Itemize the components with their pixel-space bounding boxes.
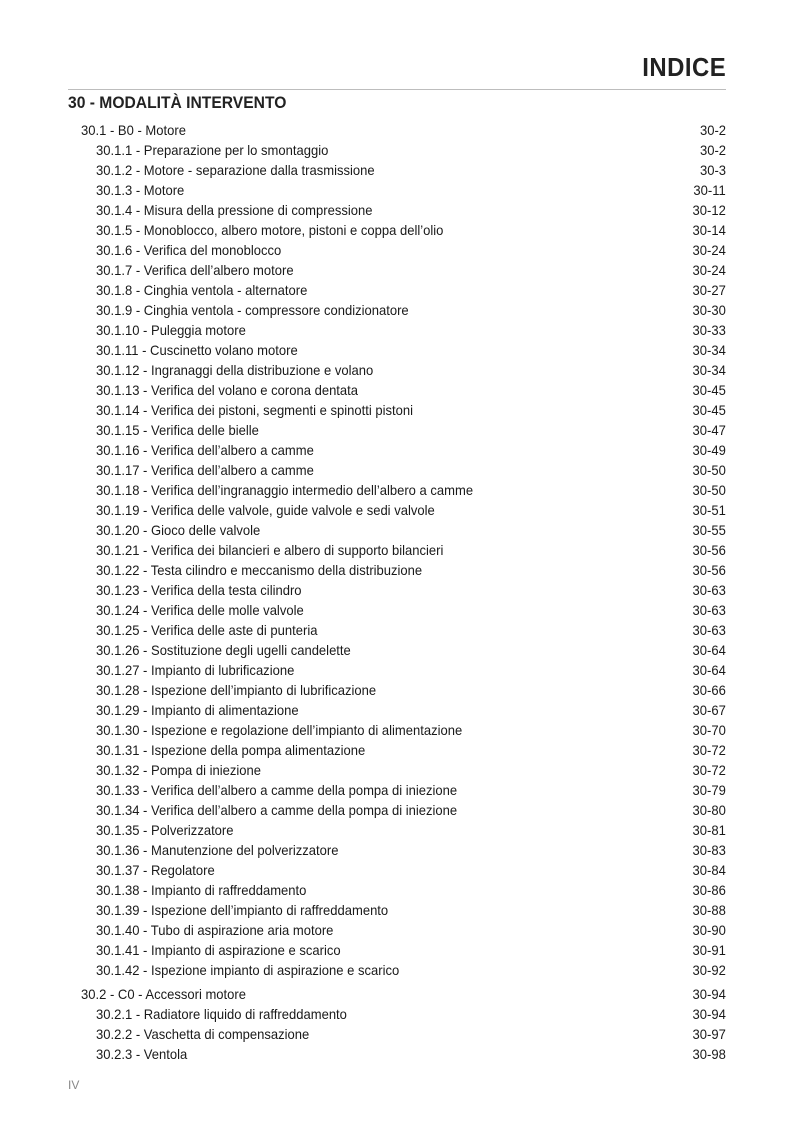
toc-entry-page: 30-98 bbox=[692, 1046, 726, 1062]
toc-section-label: 30.1 - B0 - Motore bbox=[81, 122, 186, 138]
toc-entry-label: 30.1.10 - Puleggia motore bbox=[96, 322, 246, 338]
toc-entry-label: 30.1.34 - Verifica dell’albero a camme della pompa di iniezione bbox=[96, 802, 458, 818]
toc-entry-row[interactable] bbox=[68, 1044, 726, 1064]
toc-entry-label: 30.2.2 - Vaschetta di compensazione bbox=[96, 1026, 310, 1042]
toc-entry-row[interactable] bbox=[68, 880, 726, 900]
toc-entry-row[interactable] bbox=[68, 340, 726, 360]
toc-entry-row[interactable] bbox=[68, 720, 726, 740]
toc-entry-label: 30.1.25 - Verifica delle aste di punteria bbox=[96, 622, 318, 638]
toc-entry-row[interactable] bbox=[68, 280, 726, 300]
toc-entry-label: 30.1.42 - Ispezione impianto di aspirazione e scarico bbox=[96, 962, 400, 978]
toc-entry-label: 30.1.17 - Verifica dell’albero a camme bbox=[96, 462, 314, 478]
toc-entry-page: 30-50 bbox=[692, 482, 726, 498]
toc-entry-page: 30-63 bbox=[692, 602, 726, 618]
toc-entry-label: 30.1.27 - Impianto di lubrificazione bbox=[96, 662, 295, 678]
toc-entry-row[interactable] bbox=[68, 780, 726, 800]
toc-entry-row[interactable] bbox=[68, 1004, 726, 1024]
toc-entry-label: 30.1.15 - Verifica delle bielle bbox=[96, 422, 259, 438]
toc-entry-page: 30-27 bbox=[692, 282, 726, 298]
toc-entry-page: 30-67 bbox=[692, 702, 726, 718]
toc-entry-page: 30-94 bbox=[692, 1006, 726, 1022]
toc-entry-row[interactable] bbox=[68, 560, 726, 580]
toc-entry-label: 30.1.26 - Sostituzione degli ugelli candelette bbox=[96, 642, 351, 658]
toc-section-label: 30.2 - C0 - Accessori motore bbox=[81, 986, 246, 1002]
toc-entry-page: 30-92 bbox=[692, 962, 726, 978]
toc-entry-row[interactable] bbox=[68, 940, 726, 960]
toc-entry-page: 30-90 bbox=[692, 922, 726, 938]
toc-entry-page: 30-55 bbox=[692, 522, 726, 538]
toc-entry-row[interactable] bbox=[68, 360, 726, 380]
toc-entry-label: 30.1.28 - Ispezione dell’impianto di lubrificazione bbox=[96, 682, 377, 698]
chapter-heading: 30 - MODALITÀ INTERVENTO bbox=[68, 93, 287, 112]
toc-entry-label: 30.1.41 - Impianto di aspirazione e scarico bbox=[96, 942, 341, 958]
toc-entry-row[interactable] bbox=[68, 700, 726, 720]
toc-entry-label: 30.1.6 - Verifica del monoblocco bbox=[96, 242, 282, 258]
toc-entry-label: 30.1.23 - Verifica della testa cilindro bbox=[96, 582, 302, 598]
toc-entry-row[interactable] bbox=[68, 640, 726, 660]
toc-entry-label: 30.1.7 - Verifica dell’albero motore bbox=[96, 262, 294, 278]
toc-entry-page: 30-47 bbox=[692, 422, 726, 438]
toc-entry-label: 30.1.1 - Preparazione per lo smontaggio bbox=[96, 142, 329, 158]
toc-entry-row[interactable] bbox=[68, 620, 726, 640]
toc-entry-label: 30.1.2 - Motore - separazione dalla trasmissione bbox=[96, 162, 375, 178]
toc-entry-label: 30.1.24 - Verifica delle molle valvole bbox=[96, 602, 304, 618]
toc-entry-page: 30-14 bbox=[692, 222, 726, 238]
toc-entry-page: 30-79 bbox=[692, 782, 726, 798]
toc-entry-row[interactable] bbox=[68, 380, 726, 400]
toc-entry-page: 30-64 bbox=[692, 642, 726, 658]
toc-entry-page: 30-83 bbox=[692, 842, 726, 858]
toc-entry-row[interactable] bbox=[68, 420, 726, 440]
toc-entry-row[interactable] bbox=[68, 200, 726, 220]
toc-entry-page: 30-97 bbox=[692, 1026, 726, 1042]
toc-entry-label: 30.1.31 - Ispezione della pompa alimentazione bbox=[96, 742, 366, 758]
toc-entry-page: 30-56 bbox=[692, 562, 726, 578]
toc-entry-page: 30-2 bbox=[699, 142, 726, 158]
toc-entry-row[interactable] bbox=[68, 140, 726, 160]
toc-entry-page: 30-30 bbox=[692, 302, 726, 318]
toc-entry-row[interactable] bbox=[68, 220, 726, 240]
toc-entry-page: 30-34 bbox=[692, 362, 726, 378]
toc-entry-page: 30-24 bbox=[692, 242, 726, 258]
toc-entry-row[interactable] bbox=[68, 480, 726, 500]
toc-entry-row[interactable] bbox=[68, 160, 726, 180]
toc-entry-row[interactable] bbox=[68, 520, 726, 540]
toc-entry-label: 30.1.22 - Testa cilindro e meccanismo della distribuzione bbox=[96, 562, 423, 578]
toc-entry-page: 30-51 bbox=[692, 502, 726, 518]
table-of-contents bbox=[68, 120, 726, 1064]
toc-entry-row[interactable] bbox=[68, 540, 726, 560]
toc-entry-page: 30-3 bbox=[699, 162, 726, 178]
toc-entry-page: 30-72 bbox=[692, 742, 726, 758]
toc-entry-row[interactable] bbox=[68, 920, 726, 940]
toc-entry-page: 30-56 bbox=[692, 542, 726, 558]
page-title: INDICE bbox=[642, 52, 726, 82]
toc-entry-page: 30-80 bbox=[692, 802, 726, 818]
toc-entry-page: 30-81 bbox=[692, 822, 726, 838]
toc-entry-row[interactable] bbox=[68, 400, 726, 420]
toc-entry-label: 30.1.20 - Gioco delle valvole bbox=[96, 522, 261, 538]
toc-entry-row[interactable] bbox=[68, 800, 726, 820]
toc-entry-label: 30.1.38 - Impianto di raffreddamento bbox=[96, 882, 307, 898]
toc-entry-label: 30.1.40 - Tubo di aspirazione aria motore bbox=[96, 922, 334, 938]
toc-entry-page: 30-50 bbox=[692, 462, 726, 478]
toc-entry-row[interactable] bbox=[68, 320, 726, 340]
toc-entry-page: 30-72 bbox=[692, 762, 726, 778]
toc-entry-label: 30.1.33 - Verifica dell’albero a camme della pompa di iniezione bbox=[96, 782, 458, 798]
toc-section-page: 30-94 bbox=[692, 986, 726, 1002]
toc-section-page: 30-2 bbox=[699, 122, 726, 138]
toc-entry-row[interactable] bbox=[68, 460, 726, 480]
toc-entry-row[interactable] bbox=[68, 840, 726, 860]
toc-section-row[interactable] bbox=[68, 120, 726, 140]
toc-entry-row[interactable] bbox=[68, 900, 726, 920]
toc-entry-row[interactable] bbox=[68, 1024, 726, 1044]
toc-entry-row[interactable] bbox=[68, 680, 726, 700]
toc-entry-label: 30.1.3 - Motore bbox=[96, 182, 185, 198]
toc-entry-row[interactable] bbox=[68, 500, 726, 520]
toc-entry-row[interactable] bbox=[68, 960, 726, 980]
toc-entry-row[interactable] bbox=[68, 260, 726, 280]
toc-entry-page: 30-45 bbox=[692, 402, 726, 418]
toc-entry-label: 30.1.18 - Verifica dell’ingranaggio intermedio dell’albero a camme bbox=[96, 482, 474, 498]
toc-entry-page: 30-84 bbox=[692, 862, 726, 878]
toc-entry-label: 30.1.32 - Pompa di iniezione bbox=[96, 762, 262, 778]
toc-entry-page: 30-86 bbox=[692, 882, 726, 898]
toc-entry-label: 30.1.11 - Cuscinetto volano motore bbox=[96, 342, 298, 358]
toc-entry-row[interactable] bbox=[68, 180, 726, 200]
toc-entry-page: 30-33 bbox=[692, 322, 726, 338]
toc-entry-label: 30.1.29 - Impianto di alimentazione bbox=[96, 702, 299, 718]
toc-entry-row[interactable] bbox=[68, 860, 726, 880]
toc-entry-label: 30.1.12 - Ingranaggi della distribuzione e volano bbox=[96, 362, 374, 378]
toc-entry-page: 30-24 bbox=[692, 262, 726, 278]
toc-entry-label: 30.1.8 - Cinghia ventola - alternatore bbox=[96, 282, 308, 298]
toc-entry-row[interactable] bbox=[68, 760, 726, 780]
toc-entry-page: 30-88 bbox=[692, 902, 726, 918]
toc-entry-label: 30.1.39 - Ispezione dell’impianto di raffreddamento bbox=[96, 902, 389, 918]
toc-entry-page: 30-49 bbox=[692, 442, 726, 458]
toc-entry-label: 30.1.36 - Manutenzione del polverizzatore bbox=[96, 842, 339, 858]
toc-entry-label: 30.1.16 - Verifica dell’albero a camme bbox=[96, 442, 314, 458]
toc-entry-label: 30.1.5 - Monoblocco, albero motore, pistoni e coppa dell’olio bbox=[96, 222, 444, 238]
toc-entry-label: 30.1.37 - Regolatore bbox=[96, 862, 215, 878]
toc-entry-page: 30-63 bbox=[692, 622, 726, 638]
toc-section-row[interactable] bbox=[68, 984, 726, 1004]
toc-entry-page: 30-11 bbox=[693, 182, 726, 198]
toc-entry-page: 30-34 bbox=[692, 342, 726, 358]
toc-entry-label: 30.1.13 - Verifica del volano e corona dentata bbox=[96, 382, 359, 398]
header-divider bbox=[68, 89, 726, 90]
toc-entry-label: 30.1.21 - Verifica dei bilancieri e albero di supporto bilancieri bbox=[96, 542, 444, 558]
toc-entry-label: 30.1.19 - Verifica delle valvole, guide valvole e sedi valvole bbox=[96, 502, 435, 518]
toc-entry-row[interactable] bbox=[68, 820, 726, 840]
toc-entry-page: 30-70 bbox=[692, 722, 726, 738]
toc-entry-label: 30.1.14 - Verifica dei pistoni, segmenti e spinotti pistoni bbox=[96, 402, 414, 418]
toc-entry-page: 30-64 bbox=[692, 662, 726, 678]
toc-entry-row[interactable] bbox=[68, 740, 726, 760]
toc-entry-row[interactable] bbox=[68, 300, 726, 320]
toc-entry-page: 30-63 bbox=[692, 582, 726, 598]
toc-entry-page: 30-66 bbox=[692, 682, 726, 698]
toc-entry-row[interactable] bbox=[68, 580, 726, 600]
toc-entry-label: 30.2.3 - Ventola bbox=[96, 1046, 188, 1062]
toc-entry-label: 30.1.30 - Ispezione e regolazione dell’impianto di alimentazione bbox=[96, 722, 463, 738]
toc-entry-row[interactable] bbox=[68, 440, 726, 460]
toc-entry-page: 30-91 bbox=[692, 942, 726, 958]
toc-entry-row[interactable] bbox=[68, 600, 726, 620]
toc-entry-label: 30.1.35 - Polverizzatore bbox=[96, 822, 234, 838]
page-number: IV bbox=[68, 1078, 80, 1092]
toc-entry-row[interactable] bbox=[68, 240, 726, 260]
toc-entry-label: 30.2.1 - Radiatore liquido di raffreddamento bbox=[96, 1006, 347, 1022]
toc-entry-page: 30-45 bbox=[692, 382, 726, 398]
toc-entry-page: 30-12 bbox=[692, 202, 726, 218]
toc-entry-label: 30.1.9 - Cinghia ventola - compressore condizionatore bbox=[96, 302, 409, 318]
toc-entry-row[interactable] bbox=[68, 660, 726, 680]
toc-entry-label: 30.1.4 - Misura della pressione di compressione bbox=[96, 202, 373, 218]
